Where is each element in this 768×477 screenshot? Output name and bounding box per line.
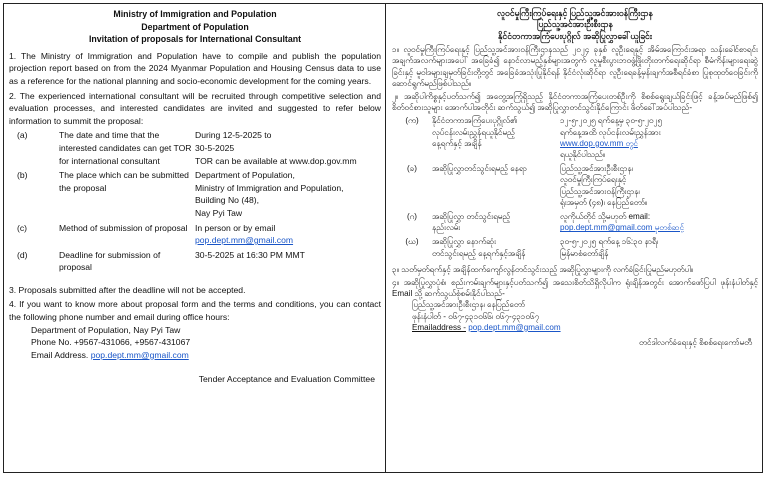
value-line: ၁၂-၅-၂၀၂၅ ရက်နေ့မှ ၃၀-၅-၂၀၂၅ bbox=[560, 116, 662, 126]
value-line: TOR can be available at www.dop.gov.mm bbox=[195, 155, 357, 166]
label-line: နေ့ရက်နှင့် အချိန် bbox=[432, 138, 482, 148]
contact-phone-line-mm bbox=[412, 311, 758, 322]
contact-email-line bbox=[31, 349, 381, 362]
value-line: Ministry of Immigration and Population, bbox=[195, 182, 344, 193]
table-row bbox=[9, 169, 381, 221]
item-key: (ဂ) bbox=[406, 212, 417, 222]
item-value bbox=[195, 249, 381, 276]
item-label: Method of submission of proposal bbox=[59, 222, 188, 233]
item-label bbox=[432, 163, 560, 211]
paragraph-3: 3. Proposals submitted after the deadline will not be accepted. bbox=[9, 284, 246, 295]
table-row bbox=[9, 222, 381, 249]
notice-title-mm: နိုင်ငံတကာအကြံပေးပုဂ္ဂိုလ် အဆိုပြုလွှာခေါ်ယူခြင်း bbox=[497, 30, 652, 41]
item-value bbox=[195, 129, 381, 169]
item-key: (ဃ) bbox=[405, 237, 419, 247]
contact-email-line-mm bbox=[412, 322, 758, 333]
table-row bbox=[392, 115, 758, 163]
value-line: ပြည်သူ့အင်အားဦးစီးဌာန၊ bbox=[560, 164, 633, 174]
item-key: (က) bbox=[405, 116, 419, 126]
english-notice bbox=[9, 8, 381, 386]
notice-title: Invitation of proposals for International Consultant bbox=[88, 34, 302, 45]
table-row bbox=[392, 163, 758, 211]
value-line: 30-5-2025 bbox=[195, 142, 235, 153]
contact-email-link[interactable]: pop.dept.mm@gmail.com bbox=[90, 349, 189, 360]
item-label: Deadline for submission of proposal bbox=[59, 249, 161, 273]
item-value bbox=[560, 236, 758, 261]
item-label bbox=[432, 236, 560, 261]
label-line: အဆိုပြုလွှာတင်သွင်းရမည့် နေရာ bbox=[432, 164, 527, 174]
value-line: လူကိုယ်တိုင် သို့မဟုတ် email: bbox=[560, 212, 651, 222]
item-value bbox=[560, 115, 758, 163]
item-label: The date and time that the interested candidates can get TOR for international consultant bbox=[59, 130, 192, 166]
contact-block-mm bbox=[392, 299, 758, 333]
email-link[interactable]: pop.dept.mm@gmail.com bbox=[195, 235, 294, 246]
label-line: နိုင်ငံတကာအကြံပေးပုဂ္ဂိုလ်၏ bbox=[432, 116, 518, 126]
label-line: အဆိုပြုလွှာ တင်သွင်းရမည့် bbox=[432, 212, 511, 222]
contact-email-link-mm[interactable]: pop.dept.mm@gmail.com bbox=[468, 322, 561, 332]
paragraph-2-mm: ၂။ အဆိုပါကိစ္စနှင့်ပတ်သက်၍ အတွေ့အကြုံရှိသည့် နိုင်ငံတကာအကြံပေးတစ်ဦးကို စိစစ်ရွေးချယ်ခြင်းဖြင့် ခန့်အပ်မည်ဖြစ်၍ စိတ်ဝင်စားသူများ အောက်ပါအတိုင်း ဆက်သွယ်၍ အဆိုပြုလွှာတင်သွင်းနိုင်ကြောင်း ဖိတ်ခေါ်အပ်ပါသည်- bbox=[392, 92, 758, 113]
ministry-title-mm: လူဝင်မှုကြီးကြပ်ရေးနှင့် ပြည်သူ့အင်အားဝန်ကြီးဌာန bbox=[496, 8, 653, 18]
item-key: (ခ) bbox=[407, 164, 417, 174]
contact-department-mm: ပြည်သူ့အင်အားဦးစီးဌာန၊ နေပြည်တော် bbox=[412, 300, 526, 310]
phone-numbers-mm: - ၀၆၇-၄၃၁၀၆၆၊ ၀၆၇-၄၃၁၀၆၇ bbox=[443, 311, 540, 321]
table-row bbox=[392, 211, 758, 236]
label-line: တင်သွင်းရမည့် နေ့ရက်နှင့်အချိန် bbox=[432, 248, 526, 258]
proposal-details-table bbox=[9, 129, 381, 276]
department-title-mm: ပြည်သူ့အင်အားဦးစီးဌာန bbox=[537, 19, 613, 30]
item-value bbox=[195, 222, 381, 249]
paragraph-4: 4. If you want to know more about proposal form and the terms and conditions, you can contact the following phone number and email during office hours: bbox=[9, 299, 381, 323]
table-row bbox=[9, 249, 381, 276]
label-line: လုပ်ငန်းလမ်းညွှန်ရယူနိုင်မည့် bbox=[432, 127, 515, 137]
paragraph-1: 1. The Ministry of Immigration and Population have to compile and publish the population projection report based on from the 2024 Myanmar Population and Housing Census data to use as a reference for the national planning and socio-economic development for the coming years. bbox=[9, 50, 381, 86]
label-line: အဆိုပြုလွှာ နောက်ဆုံး bbox=[432, 237, 497, 247]
contact-block bbox=[9, 324, 381, 362]
item-value bbox=[195, 169, 381, 221]
value-line: 30-5-2025 at 16:30 PM MMT bbox=[195, 249, 305, 260]
value-line: လူဝင်မှုကြီးကြပ်ရေးနှင့် bbox=[560, 175, 627, 185]
myanmar-notice bbox=[392, 8, 758, 348]
item-key: (d) bbox=[17, 249, 28, 260]
item-label bbox=[432, 115, 560, 163]
item-key: (a) bbox=[17, 130, 28, 141]
item-value bbox=[560, 163, 758, 211]
table-row bbox=[9, 129, 381, 169]
value-line: During 12-5-2025 to bbox=[195, 130, 272, 141]
value-line: ရယူနိုင်ပါသည်။ bbox=[560, 150, 606, 160]
paragraph-2: 2. The experienced international consultant will be recruited through competitive selection and evaluation processes, and interested candidates are invited and suggested to refer below information to summit the proposal: bbox=[9, 90, 381, 126]
value-line: Nay Pyi Taw bbox=[195, 207, 243, 218]
website-link[interactable]: www.dop.gov.mm တွင် bbox=[560, 138, 638, 148]
ministry-title: Ministry of Immigration and Population bbox=[113, 9, 277, 19]
item-key: (c) bbox=[17, 222, 28, 233]
paragraph-3-mm: ၃။ သတ်မှတ်ရက်နှင့် အချိန်ထက်ကျော်လွန်တင်သွင်းသည့် အဆိုပြုလွှာများကို လက်ခံခြင်းပြုမည်မဟုတ်ပါ။ bbox=[392, 264, 693, 274]
paragraph-4-mm: ၄။ အဆိုပြုလွှာပုံစံ၊ စည်းကမ်းချက်များနှင့်ပတ်သက်၍ အသေးစိတ်သိရှိလိုပါက ရုံးချိန်အတွင်း အောက်ဖော်ပြပါ ဖုန်းနံပါတ်နှင့် Email သို့ ဆက်သွယ်စုံစမ်းနိုင်ပါသည်- bbox=[392, 278, 758, 299]
signature: Tender Acceptance and Evaluation Committee bbox=[198, 374, 375, 385]
value-line: ၃၀-၅-၂၀၂၅ ရက်နေ့ ၁၆:၃၀ နာရီ၊ bbox=[560, 237, 658, 247]
paragraph-1-mm: ၁။ လူဝင်မှုကြီးကြပ်ရေးနှင့် ပြည်သူ့အင်အားဝန်ကြီးဌာနသည် ၂၀၂၄ ခုနှစ် လူဦးရေနှင့် အိမ်အကြောင်းအရာ သန်းခေါင်စာရင်းအချက်အလက်များအပေါ် အခြေခံ၍ နောင်လာမည့်နှစ်များအတွက် လူမှုစီးပွားဘဝဖွံ့ဖြိုးတိုးတက်ရေးဆိုင်ရာ စီမံကိန်းများရေးဆွဲခြင်းနှင့် မူဝါဒများချမှတ်ခြင်းတို့တွင် အခြေခံအသုံးပြုနိုင်ရန် နိုင်ငံလုံးဆိုင်ရာ လူဦးရေခန့်မှန်းချက်အစီရင်ခံစာ ပြုစုထုတ်ဝေခြင်းကို ဆောင်ရွက်မည်ဖြစ်ပါသည်။ bbox=[392, 45, 758, 88]
email-link-mm[interactable]: pop.dept.mm@gmail.com မှတစ်ဆင့် bbox=[560, 223, 684, 233]
value-line: In person or by email bbox=[195, 222, 276, 233]
item-label bbox=[432, 211, 560, 236]
value-line: ပြည်သူ့အင်အားဝန်ကြီးဌာန၊ bbox=[560, 186, 640, 196]
item-value bbox=[560, 211, 758, 236]
item-key: (b) bbox=[17, 170, 28, 181]
item-label: The place which can be submitted the proposal bbox=[59, 170, 189, 193]
table-row bbox=[392, 236, 758, 261]
value-line: Department of Population, bbox=[195, 170, 295, 181]
signature-mm: တင်ဒါလက်ခံရေးနှင့် စိစစ်ရေးကော်မတီ bbox=[639, 338, 752, 348]
value-line: ရုံးအမှတ် (၄၈)၊ နေပြည်တော်။ bbox=[560, 197, 648, 207]
email-label-mm: Emailaddress - bbox=[412, 322, 466, 332]
proposal-details-table-mm bbox=[392, 115, 758, 261]
email-label: Email Address. bbox=[31, 349, 89, 360]
label-line: နည်းလမ်း bbox=[432, 223, 461, 233]
contact-phone: Phone No. +9567-431066, +9567-431067 bbox=[31, 337, 191, 348]
value-line: မြန်မာစံတော်ချိန် bbox=[560, 248, 609, 258]
contact-department: Department of Population, Nay Pyi Taw bbox=[31, 324, 181, 335]
value-line: Building No (48), bbox=[195, 195, 260, 206]
phone-label-mm: ဖုန်းနံပါတ် bbox=[412, 311, 441, 321]
column-divider bbox=[385, 3, 386, 473]
department-title: Department of Population bbox=[141, 21, 249, 32]
value-line: ရက်နေ့အထိ လုပ်ငန်းလမ်းညွှန်အား bbox=[560, 127, 661, 137]
